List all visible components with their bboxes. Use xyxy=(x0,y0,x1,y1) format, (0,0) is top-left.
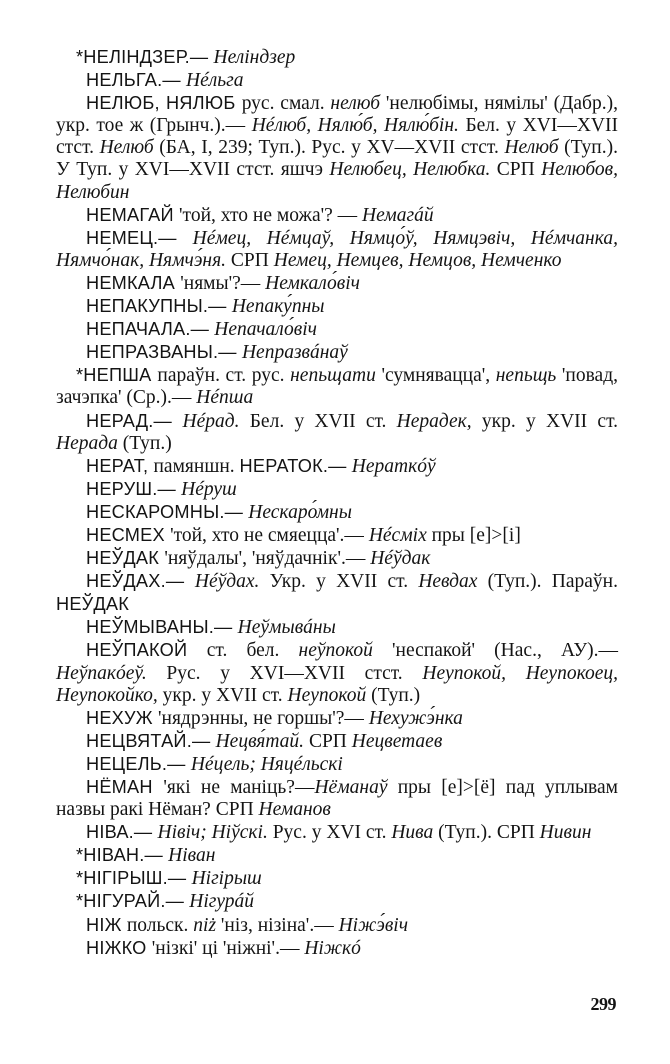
entry-italic-text: Нелюбец, Нелюбка. xyxy=(329,159,497,181)
entry-italic-text: неўпокой xyxy=(298,640,393,662)
entry-text: (Туп.). Параўн. xyxy=(487,571,618,593)
entry-italic-text: Нелюбов, Нелюбин xyxy=(56,159,619,203)
entry-headword: НЕЎДАК xyxy=(86,548,165,569)
entry-italic-text: Невдах xyxy=(418,571,488,593)
entry-text: укр. у XVII ст. xyxy=(162,684,288,706)
entry-italic-text: Нерада xyxy=(56,432,123,454)
entry-italic-text: Нéлюб, Нялю́б, Нялю́бін. xyxy=(251,115,466,137)
entry-headword: *НІГУРАЙ.— xyxy=(76,891,190,912)
entry-text: Рус. у XVI ст. xyxy=(272,822,392,844)
dictionary-entry xyxy=(56,639,618,706)
entry-italic-text: Нехужэ́нка xyxy=(368,707,463,729)
entry-text: пры [е]>[і] xyxy=(431,524,521,546)
entry-headword: НІВА.— xyxy=(86,822,158,843)
dictionary-entry xyxy=(56,46,618,69)
entry-headword: НЕЎМЫВАНЫ.— xyxy=(86,617,238,638)
entry-text: укр. у XVII ст. xyxy=(481,410,618,432)
entry-headword: НЕСМЕХ xyxy=(86,524,171,545)
entry-italic-text: Непачало́віч xyxy=(214,319,317,341)
entry-text: Рус. у XVI—XVII стст. xyxy=(166,662,423,684)
entry-italic-text: нелюб xyxy=(330,93,386,115)
entry-headword: НІЖ xyxy=(86,914,127,935)
entry-italic-text: Немагáй xyxy=(362,204,434,226)
entry-italic-text: Непаку́пны xyxy=(231,296,325,318)
dictionary-entry xyxy=(56,227,618,272)
entry-text: 'нелюбімы, нямілы' (Дабр.), укр. тое ж (Грынч.).— xyxy=(56,93,618,137)
entry-italic-text: Нелiндзер xyxy=(213,47,296,68)
entry-headword: *НЕЛІНДЗЕР.— xyxy=(76,47,214,67)
entry-headword: НЕЦВЯТАЙ.— xyxy=(86,730,216,751)
dictionary-entry xyxy=(56,616,618,639)
entry-text: 'неспакой' (Нас., АУ).— xyxy=(392,640,618,662)
entry-headword: *НІВАН.— xyxy=(76,845,169,866)
dictionary-entry xyxy=(56,776,618,821)
entry-italic-text: Нéўдак xyxy=(370,548,431,570)
entry-text: 'які не маніць?— xyxy=(163,777,315,798)
entry-text: СРП xyxy=(496,159,542,181)
entry-italic-text: Нéпша xyxy=(196,387,254,409)
entry-headword: НЕСКАРОМНЫ.— xyxy=(86,501,249,522)
entry-headword: НЕМКАЛА xyxy=(86,272,181,293)
entry-headword: НЕМЕЦ.— xyxy=(86,227,193,248)
dictionary-entry xyxy=(56,69,618,92)
entry-italic-text: Непразвáнаў xyxy=(241,342,348,364)
entry-italic-text: Нéсміх xyxy=(368,524,432,546)
dictionary-entry xyxy=(56,914,618,937)
entry-text: 'нямы'?— xyxy=(180,272,266,294)
entry-italic-text: Нéўдах. xyxy=(194,571,270,593)
entry-text: (Туп.) xyxy=(122,432,172,454)
page-number: 299 xyxy=(590,994,616,1014)
dictionary-entry xyxy=(56,753,618,776)
dictionary-entry xyxy=(56,455,618,478)
entry-italic-text: Нігурáй xyxy=(189,891,255,913)
entry-headword: НЕЛЮБ, НЯЛЮБ xyxy=(86,93,242,114)
entry-text: (Туп.). У Туп. у XVI—XVII стст. яшчэ xyxy=(56,137,618,181)
entry-italic-text: Нивин xyxy=(539,822,592,844)
entry-italic-text: Неупокой xyxy=(287,684,372,706)
entry-headword: НЕЎПАКОЙ xyxy=(86,640,207,661)
dictionary-entry xyxy=(56,890,618,913)
entry-headword: *НІГІРЫШ.— xyxy=(76,868,192,889)
entry-text: СРП xyxy=(230,249,274,271)
entry-italic-text: непьщати xyxy=(290,365,382,387)
entry-headword: НЕРАТ, xyxy=(86,455,154,476)
entry-italic-text: Неманов xyxy=(258,799,331,821)
entry-text: пры [е]>[ё] пад уплывам назвы ракі Нёман? СРП xyxy=(56,777,619,821)
dictionary-page xyxy=(56,46,618,960)
dictionary-entry xyxy=(56,707,618,730)
entry-italic-text: Неупокой, Неупокоец, Неупокойко, xyxy=(56,662,618,706)
entry-text: 'нядрэнны, не горшы'?— xyxy=(158,707,369,729)
entry-text: СРП xyxy=(308,730,352,752)
dictionary-entry xyxy=(56,937,618,960)
entry-italic-text: Ніван xyxy=(168,845,216,867)
dictionary-entry xyxy=(56,867,618,890)
entry-headword: НЕРУШ.— xyxy=(86,478,182,499)
dictionary-entry xyxy=(56,844,618,867)
entry-text: памяншн. xyxy=(153,455,240,477)
entry-text: (Туп.) xyxy=(371,684,421,706)
dictionary-entry xyxy=(56,501,618,524)
entry-text: (Туп.). СРП xyxy=(438,822,540,844)
entry-text: Бел. у XVII ст. xyxy=(249,410,397,432)
dictionary-entry xyxy=(56,92,618,203)
entry-italic-text: Нéмец, Нéмцаў, Нямцо́ў, Нямцэвіч, Нéмчанка, Нямчо́нак, Нямчэ́ня. xyxy=(56,227,618,271)
entry-headword: НЕЦЕЛЬ.— xyxy=(86,753,191,774)
entry-text: параўн. ст. рус. xyxy=(157,365,291,387)
entry-text: рус. смал. xyxy=(241,93,331,115)
dictionary-entry xyxy=(56,524,618,547)
entry-italic-text: Нива xyxy=(391,822,439,844)
entry-italic-text: Нéльга xyxy=(186,70,244,92)
entry-headword: НЕХУЖ xyxy=(86,707,158,728)
entry-text: ст. бел. xyxy=(206,640,299,662)
entry-italic-text: Неўмывáны xyxy=(237,617,336,639)
dictionary-entry xyxy=(56,204,618,227)
dictionary-entry xyxy=(56,478,618,501)
entry-italic-text: Нецветаев xyxy=(351,730,443,752)
entry-italic-text: Нівіч; Ніўскі. xyxy=(157,822,273,844)
entry-italic-text: Неўпакóеў. xyxy=(56,662,167,684)
entry-italic-text: Нéцель; Няцéльскі xyxy=(190,753,343,775)
dictionary-entry xyxy=(56,547,618,570)
dictionary-entry xyxy=(56,821,618,844)
entry-text: (БА, I, 239; Туп.). Рус. у XV—XVII стст. xyxy=(159,137,505,159)
entry-text: 'няўдалы', 'няўдачнік'.— xyxy=(164,548,371,570)
dictionary-entry xyxy=(56,318,618,341)
entry-text: 'той, хто не можа'? — xyxy=(179,204,363,226)
entry-headword: *НЕПША xyxy=(76,365,158,386)
entry-headword: НЕЎДАХ.— xyxy=(86,571,195,592)
dictionary-entry xyxy=(56,272,618,295)
entry-headword: НЕПАКУПНЫ.— xyxy=(86,296,232,317)
entry-headword: НЕЎДАК xyxy=(56,594,130,615)
entry-text: 'нізкі' ці 'ніжні'.— xyxy=(151,937,305,959)
entry-italic-text: Нéруш xyxy=(181,478,237,500)
entry-italic-text: Ніжэ́віч xyxy=(338,914,408,936)
dictionary-entry xyxy=(56,410,618,455)
entry-italic-text: Нéрад. xyxy=(182,410,250,432)
entry-italic-text: Немкало́віч xyxy=(265,272,360,294)
entry-italic-text: Нерадек, xyxy=(396,410,482,432)
entry-italic-text: Нелюб xyxy=(99,137,160,159)
entry-headword: НЕРАТОК.— xyxy=(239,455,352,476)
entry-italic-text: Нераткóў xyxy=(351,455,436,477)
entry-text: 'повад, зачэпка' (Ср.).— xyxy=(56,365,619,409)
dictionary-entry xyxy=(56,364,618,409)
entry-italic-text: Нёманаў xyxy=(314,777,398,798)
entry-headword: НЕПАЧАЛА.— xyxy=(86,319,215,340)
entry-headword: НЕЛЬГА.— xyxy=(86,70,186,91)
entry-italic-text: Нескаро́мны xyxy=(248,501,352,523)
entry-headword: НЕМАГАЙ xyxy=(86,204,180,225)
entry-text: Бел. у XVI—XVII стст. xyxy=(56,115,619,159)
dictionary-entry xyxy=(56,730,618,753)
entry-headword: НЁМАН xyxy=(86,777,164,797)
entry-text: 'сумнявацца', xyxy=(381,365,496,387)
entry-text: 'той, хто не смяецца'.— xyxy=(170,524,369,546)
entry-text: 'ніз, нізіна'.— xyxy=(220,914,339,936)
entry-headword: НЕПРАЗВАНЫ.— xyxy=(86,342,242,363)
dictionary-entry xyxy=(56,341,618,364)
entry-italic-text: Немец, Немцев, Немцов, Немченко xyxy=(273,249,562,271)
entry-italic-text: Нігірыш xyxy=(191,868,262,890)
entry-headword: НІЖКО xyxy=(86,937,152,958)
dictionary-entry xyxy=(56,295,618,318)
entry-italic-text: Ніжкó xyxy=(304,937,361,959)
entry-italic-text: Нелюб xyxy=(504,137,565,159)
entry-italic-text: Нецвя́тай. xyxy=(215,730,309,752)
dictionary-entry xyxy=(56,570,618,616)
entry-italic-text: непьщь xyxy=(495,365,562,387)
entry-italic-text: niż xyxy=(193,914,221,936)
entry-text: польск. xyxy=(126,914,194,936)
entry-headword: НЕРАД.— xyxy=(86,410,183,431)
entry-text: Укр. у XVII ст. xyxy=(269,571,419,593)
